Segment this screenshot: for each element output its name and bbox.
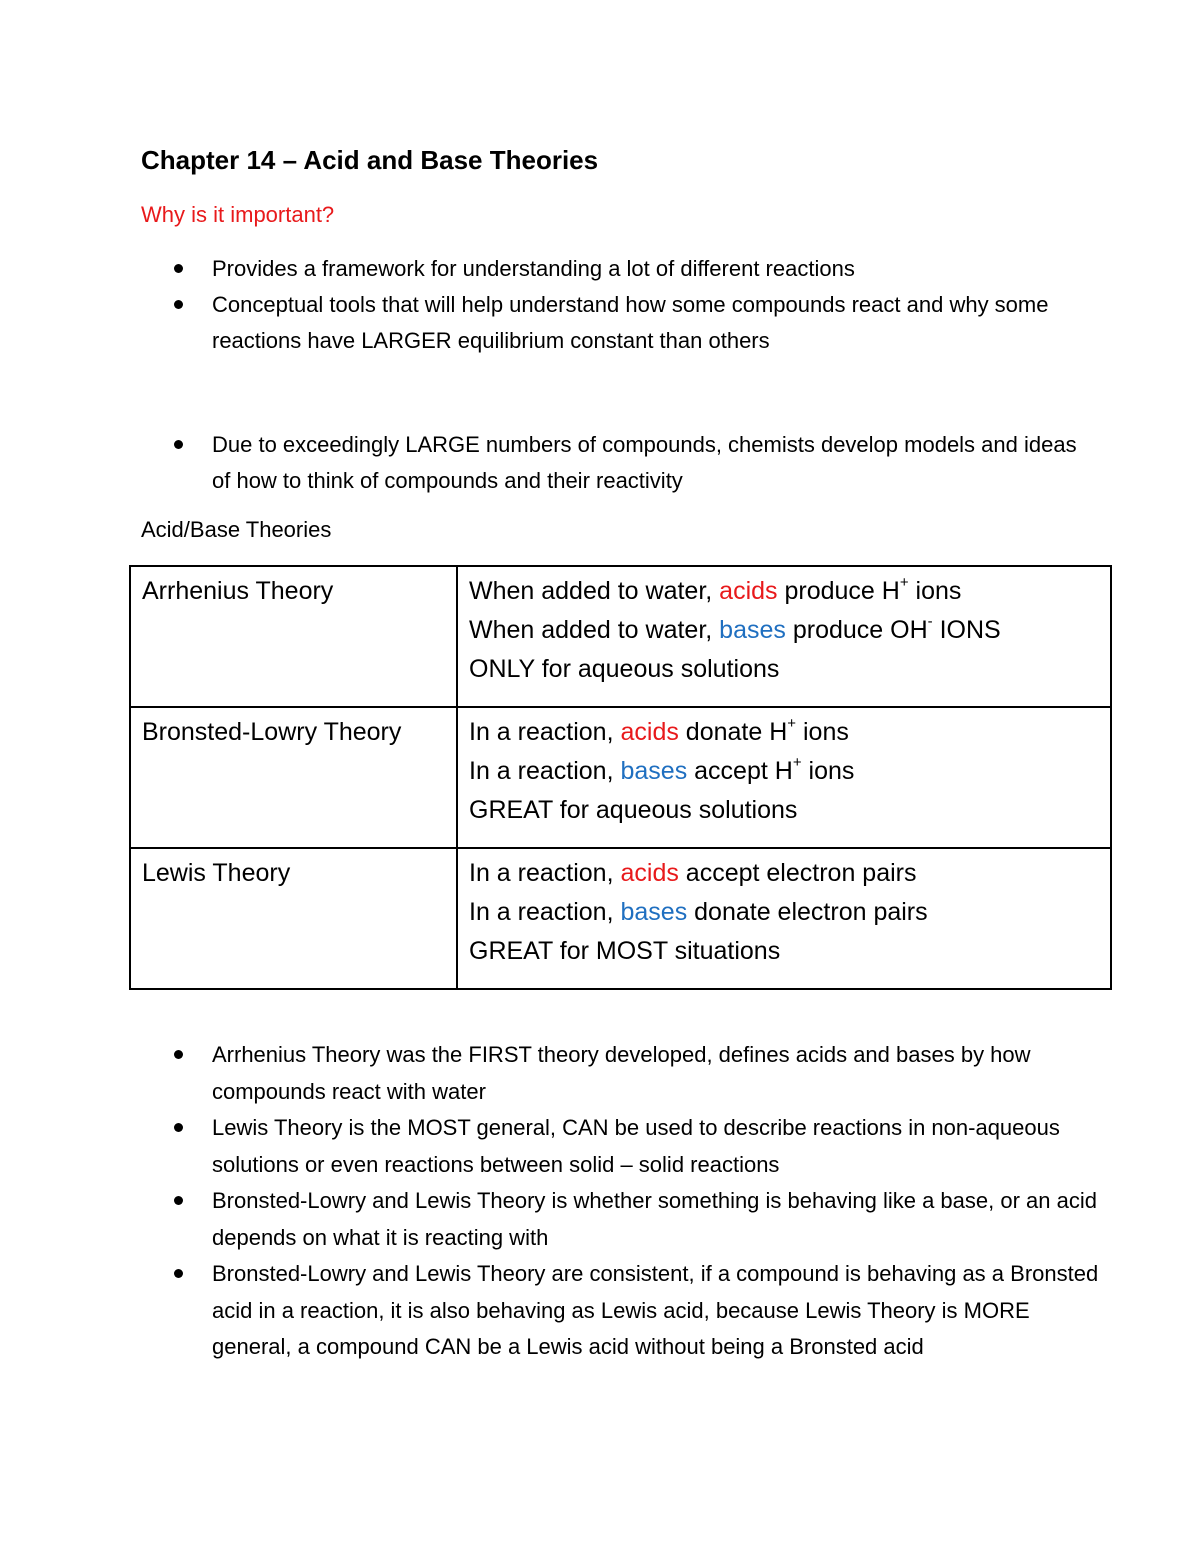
importance-bullet-list [141,251,1101,359]
base-keyword: bases [719,616,786,644]
bullet-icon [174,1196,183,1205]
bullet-icon [174,1269,183,1278]
section-heading-importance: Why is it important? [141,202,335,227]
theory-description-cell [457,848,1111,989]
description-line: When added to water, acids produce H+ ions [469,574,962,605]
list-item: Arrhenius Theory was the FIRST theory developed, defines acids and bases by how compounds react with water [141,1037,1101,1110]
description-line: In a reaction, acids accept electron pairs [469,859,917,887]
theory-name-cell: Bronsted-Lowry Theory [130,707,457,848]
description-line: In a reaction, acids donate H+ ions [469,715,849,746]
list-item: Conceptual tools that will help understand how some compounds react and why some reactions have LARGER equilibrium constant than others [141,287,1101,359]
bullet-icon [174,1050,183,1059]
list-item: Lewis Theory is the MOST general, CAN be used to describe reactions in non-aqueous solutions or even reactions between solid – solid reactions [141,1110,1101,1183]
theories-table [129,565,1112,990]
base-keyword: bases [620,757,688,785]
page-title: Chapter 14 – Acid and Base Theories [141,145,599,175]
list-item: Due to exceedingly LARGE numbers of compounds, chemists develop models and ideas of how to think of compounds and their reactivity [141,427,1101,499]
acid-keyword: acids [620,859,679,887]
bullet-icon [174,440,183,449]
theory-description-cell [457,566,1111,707]
description-line: GREAT for MOST situations [469,937,781,965]
description-line: In a reaction, bases accept H+ ions [469,754,855,785]
theory-name-cell: Lewis Theory [130,848,457,989]
acid-keyword: acids [719,577,778,605]
table-row [130,566,1111,707]
description-line: GREAT for aqueous solutions [469,796,798,824]
list-item: Bronsted-Lowry and Lewis Theory is whether something is behaving like a base, or an acid depends on what it is reacting with [141,1183,1101,1256]
base-keyword: bases [620,898,688,926]
acid-keyword: acids [620,718,679,746]
list-item: Provides a framework for understanding a lot of different reactions [141,251,1101,287]
bullet-icon [174,300,183,309]
table-row [130,707,1111,848]
theory-name-cell: Arrhenius Theory [130,566,457,707]
table-row [130,848,1111,989]
theory-description-cell [457,707,1111,848]
models-bullet-list [141,427,1101,499]
list-item: Bronsted-Lowry and Lewis Theory are consistent, if a compound is behaving as a Bronsted acid in a reaction, it is also behaving as Lewis acid, because Lewis Theory is MORE general, a compound CAN be a Lewis acid without being a Bronsted acid [141,1256,1101,1366]
summary-bullet-list [141,1037,1101,1366]
description-line: ONLY for aqueous solutions [469,655,780,683]
bullet-icon [174,1123,183,1132]
bullet-icon [174,264,183,273]
description-line: In a reaction, bases donate electron pairs [469,898,928,926]
description-line: When added to water, bases produce OH- IONS [469,613,1001,644]
table-caption: Acid/Base Theories [141,517,332,542]
